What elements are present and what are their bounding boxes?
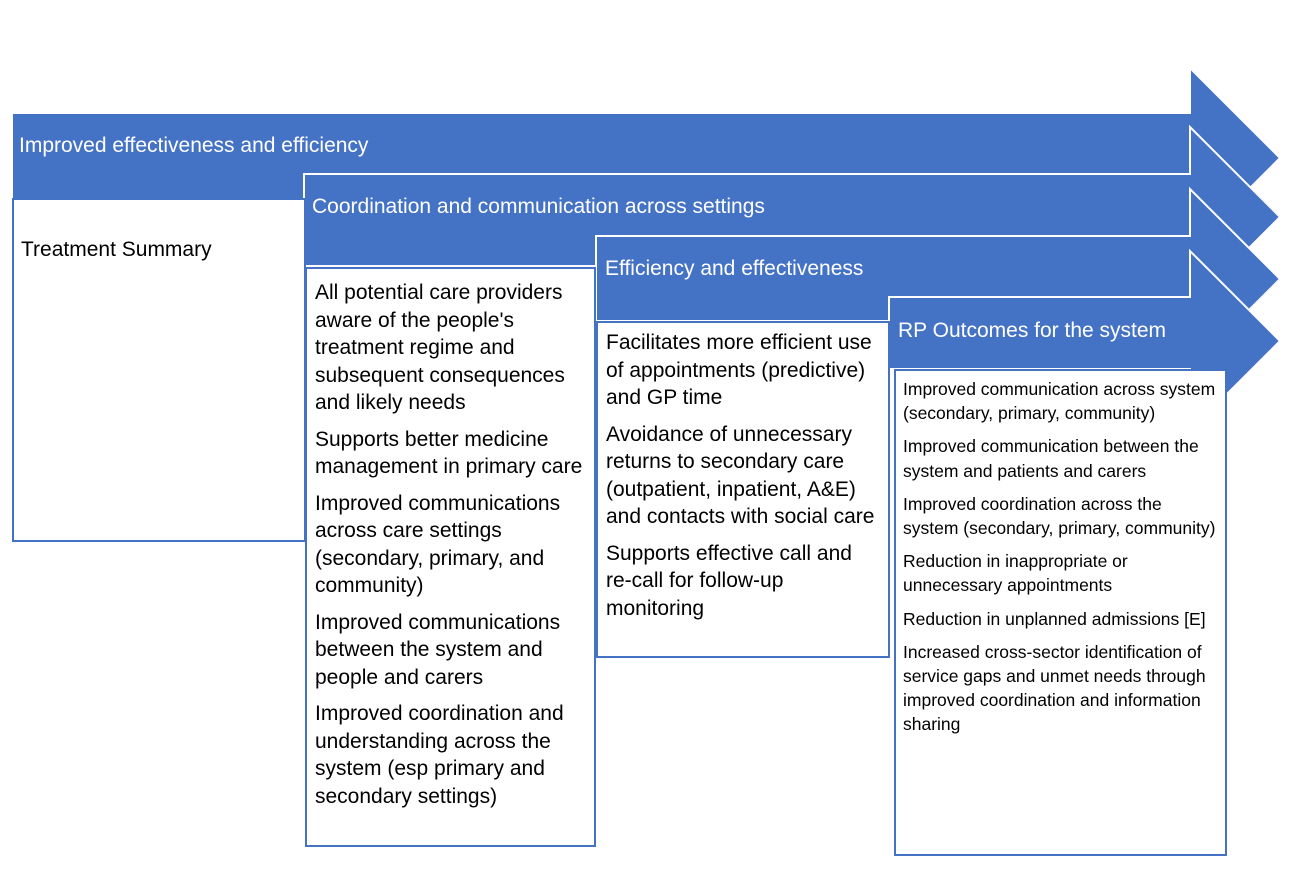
efficiency-box <box>596 321 890 658</box>
outcome-item: Reduction in inappropriate or unnecessary appointments <box>903 551 1128 596</box>
coordination-item: Improved coordination and understanding across the system (esp primary and secondary settings) <box>315 702 564 808</box>
outcome-item: Reduction in unplanned admissions [E] <box>903 608 1206 629</box>
arrow-label-rp-outcomes: RP Outcomes for the system <box>898 319 1167 342</box>
treatment-summary-label: Treatment Summary <box>21 238 212 261</box>
coordination-item: Supports better medicine management in primary care <box>315 427 583 478</box>
treatment-summary-box <box>12 198 306 542</box>
coordination-item: Improved communications between the system and people and carers <box>315 610 561 689</box>
arrow-label-coordination-communication: Coordination and communication across settings <box>312 195 765 218</box>
efficiency-item: Avoidance of unnecessary returns to secondary care (outpatient, inpatient, A&E) and contacts with social care <box>606 422 875 528</box>
outcome-item: Improved communication across system (secondary, primary, community) <box>903 379 1216 424</box>
outcomes-box <box>894 369 1227 856</box>
coordination-box <box>305 267 596 847</box>
outcome-item: Improved coordination across the system (secondary, primary, community) <box>903 493 1216 539</box>
arrow-label-effectiveness-efficiency: Improved effectiveness and efficiency <box>19 134 369 157</box>
arrow-label-efficiency-effectiveness: Efficiency and effectiveness <box>605 257 864 280</box>
efficiency-item: Facilitates more efficient use of appointments (predictive) and GP time <box>606 331 872 409</box>
outcome-item: Increased cross-sector identification of service gaps and unmet needs through improved coordination and information sharing <box>903 641 1206 735</box>
efficiency-item: Supports effective call and re-call for follow-up monitoring <box>606 541 852 620</box>
coordination-item: All potential care providers aware of the people's treatment regime and subsequent consequences and likely needs <box>315 281 565 414</box>
outcome-item: Improved communication between the system and patients and carers <box>903 436 1199 481</box>
coordination-item: Improved communications across care settings (secondary, primary, and community) <box>315 491 561 597</box>
